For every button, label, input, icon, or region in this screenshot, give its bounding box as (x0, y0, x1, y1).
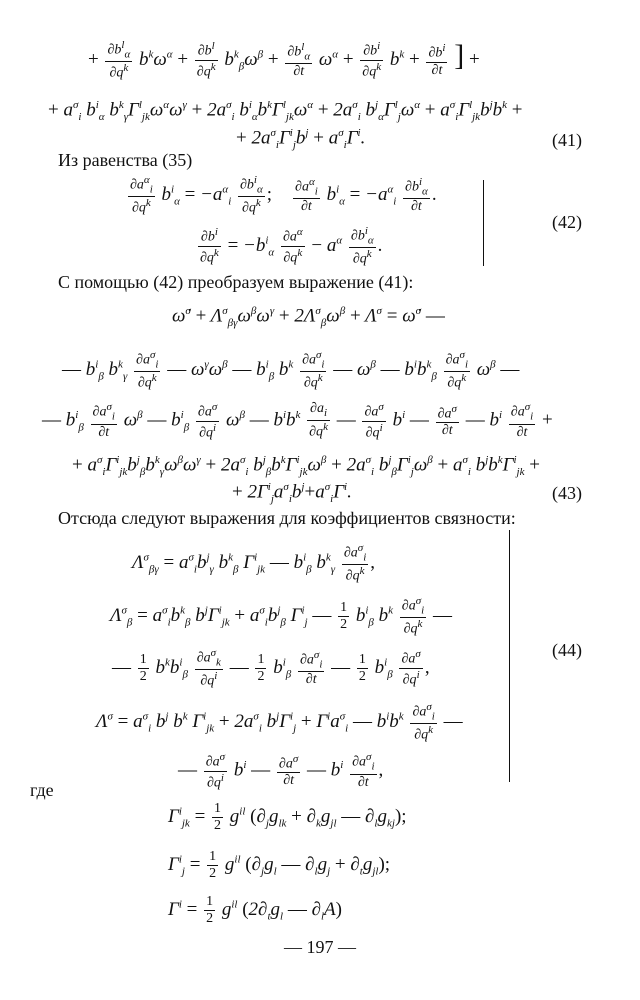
equation-44-line-5: — $\frac{\partial a^\sigma}{\partial q^i}$ $b^i$ — $\frac{\partial a^\sigma}{\partial t}$ — $b^i$ $\frac{\partial a^\sigma_i}{\partial t}$ , (178, 751, 384, 791)
brace-44 (503, 530, 510, 782)
equation-41-line-3: + $2a^\sigma_i\Gamma^i_jb^j + a^\sigma_i\Gamma^i$. (236, 127, 366, 152)
equation-44-line-2: $\Lambda^\sigma_\beta = a^\sigma_ib^k_\beta$ $b^j\Gamma^i_{jk} + a^\sigma_ib^j_\beta$ $\Gamma^i_j$ — $\frac{1}{2}$ $b^i_\beta$ $b^k$ $\frac{\partial a^\sigma_i}{\partial q^k}$ — (110, 595, 452, 638)
equation-44-line-1: $\Lambda^\sigma_{\beta\gamma} = a^\sigma_ib^j_\gamma$ $b^k_\beta$ $\Gamma^i_{jk}$ — $b^i_\beta$ $b^k_\gamma$ $\frac{\partial a^\sigma_i}{\partial q^k}$ , (132, 542, 376, 585)
text-from-equality: Из равенства (35) (58, 150, 193, 170)
equation-44-line-4: $\Lambda^\sigma = a^\sigma_i$ $b^j$ $b^k$ $\Gamma^i_{jk} + 2a^\sigma_i$ $b^j\Gamma^i_j + \Gamma^ia^\sigma_i$ — $b^ib^k$ $\frac{\partial a^\sigma_i}{\partial q^k}$ — (96, 701, 463, 744)
equation-44-line-3: — $\frac{1}{2}$ $b^kb^i_\beta$ $\frac{\partial a^\sigma_k}{\partial q^i}$ — $\frac{1}{2}$ $b^i_\beta$ $\frac{\partial a^\sigma_i}{\partial t}$ — $\frac{1}{2}$ $b^i_\beta$ $\frac{\partial a^\sigma}{\partial q^i}$ , (112, 647, 430, 690)
equation-42-line-1: $\frac{\partial a^\alpha_i}{\partial q^k}$ $b^i_\alpha = -a^\alpha_i$ $\frac{\partial b^i_\alpha}{\partial q^k}$ ; $\frac{\partial a^\alpha_i}{\partial t}$ $b^i_\alpha = -a^\alpha_i$ $\frac{\partial b^i_\alpha}{\partial t}$ . (130, 174, 437, 217)
equation-43-line-4: + $a^\sigma_i\Gamma^i_{jk}b^j_\beta b^k_\gamma\omega^\beta\omega^\gamma + 2a^\sigma_i$ $b^j_\beta b^k\Gamma^i_{jk}\omega^\beta + 2a^\sigma_i$ $b^j_\beta\Gamma^i_j\omega^\beta + a^\sigma_i$ $b^jb^k\Gamma^i_{jk}$ + (72, 454, 540, 479)
equation-41-line-1: + $\frac{\partial b^l_\alpha}{\partial q^k}$ $b^k\omega^\alpha$ + $\frac{\partial b^l}{\partial q^k}$ $b^k_\beta\omega^\beta$ + $\frac{\partial b^l_\alpha}{\partial t}$ $\omega^\alpha$ + $\frac{\partial b^i}{\partial q^k}$ $b^k$ + $\frac{\partial b^i}{\partial t}$ ] + (88, 38, 480, 82)
definition-gamma-i: $\Gamma^i$ = $\frac{1}{2}$ $g^{il}$ ($2\partial_tg_l$ — $\partial_lA$) (168, 894, 342, 926)
page-number: — 197 — (284, 937, 356, 957)
text-where: где (30, 780, 54, 800)
equation-43-line-5: + $2\Gamma^i_ja^\sigma_ib^j+a^\sigma_i\Gamma^i$. (232, 481, 352, 506)
equation-number-44: (44) (552, 640, 582, 660)
equation-43-line-2: — $b^i_\beta$ $b^k_\gamma$ $\frac{\partial a^\sigma_i}{\partial q^k}$ — $\omega^\gamma\omega^\beta$ — $b^i_\beta$ $b^k$ $\frac{\partial a^\sigma_i}{\partial q^k}$ — $\omega^\beta$ — $b^ib^k_\beta$ $\frac{\partial a^\sigma_i}{\partial q^k}$ $\omega^\beta$ — (62, 349, 520, 392)
definition-gamma-ij: $\Gamma^i_j$ = $\frac{1}{2}$ $g^{il}$ ($\partial_jg_l$ — $\partial_lg_j + \partial_tg_{jl}$); (168, 849, 391, 881)
equation-43-line-3: — $b^i_\beta$ $\frac{\partial a^\sigma_i}{\partial t}$ $\omega^\beta$ — $b^i_\beta$ $\frac{\partial a^\sigma}{\partial q^i}$ $\omega^\beta$ — $b^ib^k$ $\frac{\partial a_i}{\partial q^k}$ — $\frac{\partial a^\sigma}{\partial q^i}$ $b^i$ — $\frac{\partial a^\sigma}{\partial t}$ — $b^i$ $\frac{\partial a^\sigma_i}{\partial t}$ + (42, 401, 553, 441)
text-transform: С помощью (42) преобразуем выражение (41): (58, 272, 414, 292)
definition-gamma-ijk: $\Gamma^i_{jk}$ = $\frac{1}{2}$ $g^{il}$ ($\partial_jg_{lk} + \partial_kg_{jl}$ — $\partial_lg_{kj}$); (168, 801, 407, 833)
equation-43-line-1: ω̇$^\sigma$ + $\Lambda^\sigma_{\beta\gamma}\omega^\beta\omega^\gamma + 2\Lambda^\sigma_\beta\omega^\beta + \Lambda^\sigma$ = ω̇$^\sigma$ — (172, 305, 445, 330)
text-coefficients: Отсюда следуют выражения для коэффициентов связности: (58, 508, 516, 528)
equation-number-43: (43) (552, 483, 582, 503)
equation-number-42: (42) (552, 212, 582, 232)
equation-number-41: (41) (552, 130, 582, 150)
equation-42-line-2: $\frac{\partial b^i}{\partial q^k}$ = $-b^i_\alpha$ $\frac{\partial a^\alpha}{\partial q^k}$ − $a^\alpha$ $\frac{\partial b^i_\alpha}{\partial q^k}$ . (200, 225, 383, 268)
brace-42 (477, 180, 484, 266)
equation-41-line-2: + $a^\sigma_i$ $b^i_\alpha$ $b^k_\gamma\Gamma^l_{jk}\omega^\alpha\omega^\gamma + 2a^\sigma_i$ $b^i_\alpha b^k\Gamma^l_{jk}\omega^\alpha + 2a^\sigma_i$ $b^j_\alpha\Gamma^l_j\omega^\alpha + a^\sigma_i\Gamma^l_{jk}b^jb^k$ + (48, 99, 523, 124)
